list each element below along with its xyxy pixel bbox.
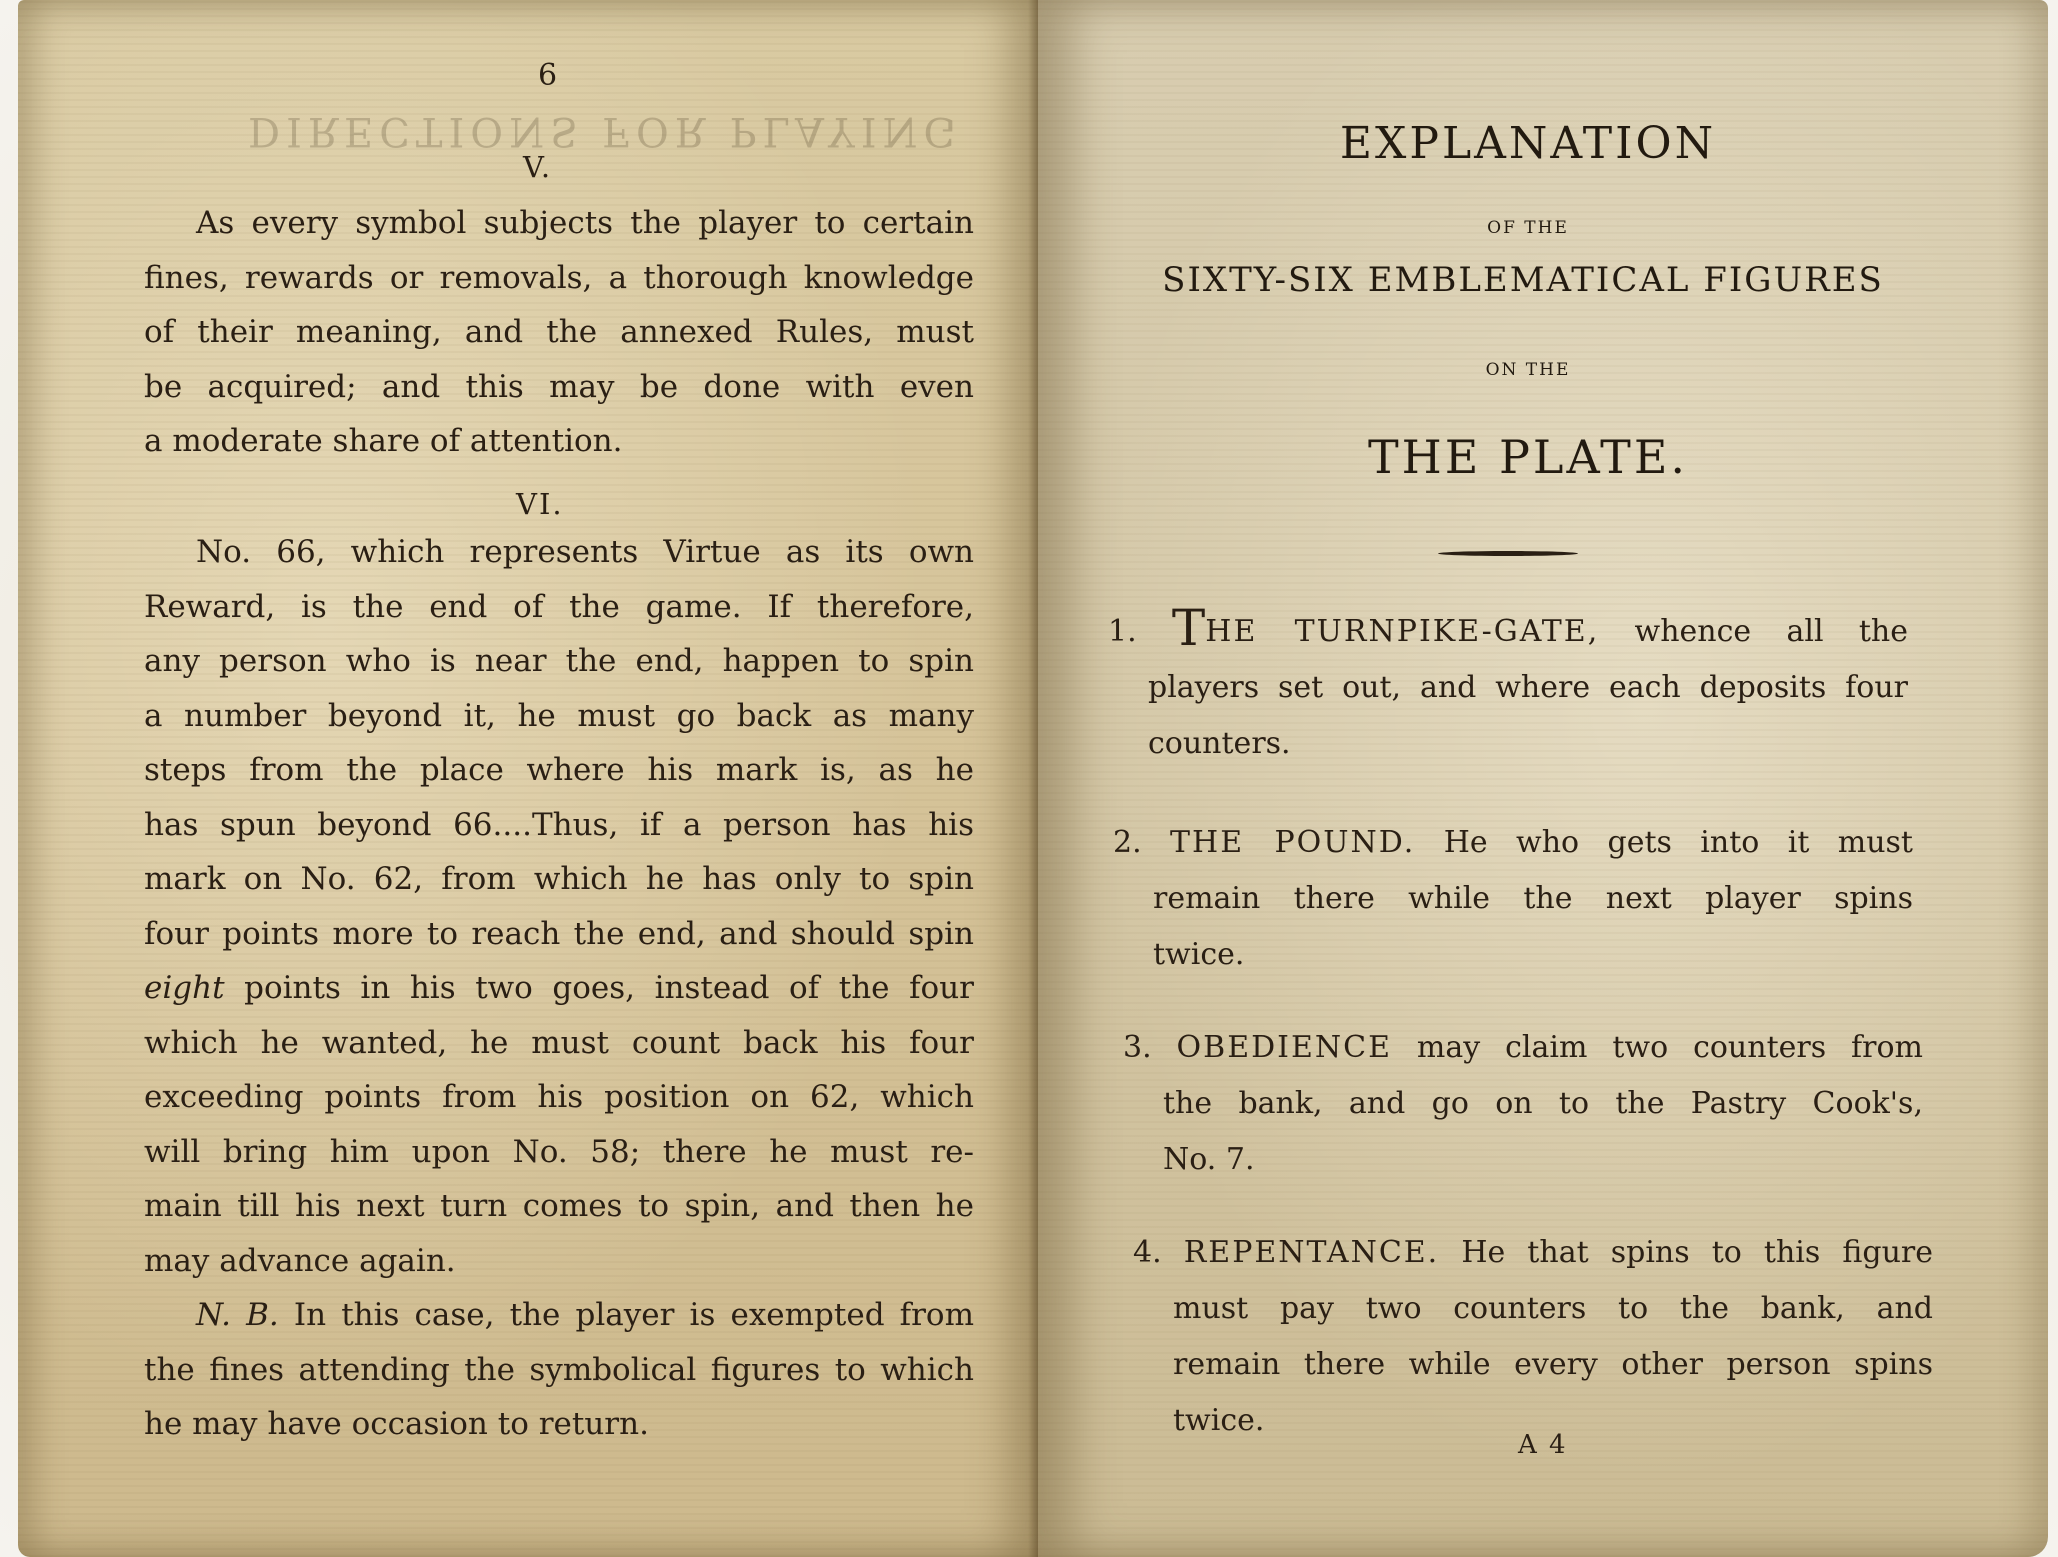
- text-line: steps from the place where his mark is, as he: [144, 752, 974, 788]
- entry-first-line: [1123, 1020, 1923, 1076]
- text-line: of their meaning, and the annexed Rules, must: [144, 314, 974, 350]
- entry-first-line: [1133, 1225, 1933, 1281]
- entry-3: [1123, 1020, 1923, 1188]
- text-fragment: whence all the: [1634, 614, 1908, 649]
- text-fragment: He who gets into it must: [1443, 825, 1913, 860]
- text-line: which he wanted, he must count back his four: [144, 1024, 974, 1061]
- text-line: be acquired; and this may be done with even: [144, 368, 974, 405]
- text-line: players set out, and where each deposits four: [1148, 670, 1908, 705]
- entry-heading: THE POUND.: [1170, 825, 1416, 860]
- text-line: may advance again.: [144, 1242, 456, 1279]
- left-page: [18, 0, 1038, 1557]
- text-line: the bank, and go on to the Pastry Cook's,: [1163, 1086, 1923, 1121]
- entry-heading: REPENTANCE.: [1183, 1235, 1440, 1270]
- paragraph-v: [144, 196, 974, 469]
- page-title: EXPLANATION: [1339, 118, 1717, 169]
- paragraph-vi: [144, 525, 974, 1452]
- text-line: he may have occasion to return.: [144, 1406, 649, 1442]
- text-line: No. 7.: [1163, 1142, 1255, 1177]
- entry-2: [1113, 815, 1913, 983]
- ornamental-rule: [1438, 551, 1578, 556]
- show-through-text: DIRECTIONS FOR PLAYING: [248, 108, 962, 154]
- text-line: counters.: [1148, 726, 1291, 761]
- entry-4: [1133, 1225, 1933, 1449]
- section-heading-v: V.: [523, 150, 553, 184]
- text-line: No. 66, which represents Virtue as its own: [196, 534, 974, 570]
- text-line: four points more to reach the end, and should spin: [144, 915, 974, 952]
- text-line-nb: [144, 1288, 974, 1343]
- section-heading-vi: VI.: [516, 487, 564, 521]
- text-line: fines, rewards or removals, a thorough knowledge: [144, 259, 974, 296]
- entry-number: 4.: [1133, 1235, 1162, 1270]
- text-line-eight: [144, 961, 974, 1016]
- text-line: exceeding points from his position on 62, which: [144, 1079, 974, 1115]
- entry-first-line: [1108, 600, 1908, 660]
- text-line: As every symbol subjects the player to certain: [196, 205, 974, 241]
- text-line: main till his next turn comes to spin, and then he: [144, 1188, 974, 1224]
- entry-heading: HE TURNPIKE-GATE,: [1205, 614, 1600, 649]
- text-line: twice.: [1153, 937, 1245, 972]
- text-line: twice.: [1173, 1403, 1265, 1438]
- drop-cap: T: [1171, 599, 1206, 657]
- text-line: any person who is near the end, happen to spin: [144, 643, 974, 679]
- text-line: must pay two counters to the bank, and: [1173, 1291, 1933, 1326]
- nb-label: N. B.: [196, 1297, 279, 1333]
- right-page: [1038, 0, 2048, 1557]
- text-line: the fines attending the symbolical figures to which: [144, 1351, 974, 1388]
- text-line: a number beyond it, he must go back as many: [144, 697, 974, 734]
- entry-first-line: [1113, 815, 1913, 871]
- page-subtitle: SIXTY-SIX EMBLEMATICAL FIGURES: [1162, 260, 1884, 300]
- page-number: 6: [538, 58, 558, 93]
- text-line: a moderate share of attention.: [144, 423, 623, 459]
- signature-mark: A 4: [1518, 1430, 1568, 1460]
- text-line: remain there while every other person spins: [1173, 1347, 1933, 1382]
- text-line: remain there while the next player spins: [1153, 881, 1913, 916]
- italic-word: eight: [144, 970, 225, 1006]
- text-line: mark on No. 62, from which he has only to spin: [144, 861, 974, 897]
- text-fragment: points in his two goes, instead of the four: [244, 970, 974, 1006]
- text-fragment: may claim two counters from: [1416, 1030, 1923, 1065]
- of-the-label: OF THE: [1487, 218, 1569, 238]
- on-the-label: ON THE: [1485, 360, 1571, 380]
- entry-heading: OBEDIENCE: [1176, 1030, 1392, 1065]
- text-line: Reward, is the end of the game. If therefore,: [144, 588, 974, 625]
- entry-1: [1108, 600, 1908, 772]
- text-fragment: He that spins to this figure: [1461, 1235, 1933, 1270]
- text-fragment: In this case, the player is exempted from: [293, 1297, 974, 1333]
- text-line: will bring him upon No. 58; there he must re-: [144, 1133, 974, 1170]
- plate-heading: THE PLATE.: [1367, 430, 1689, 484]
- entry-number: 2.: [1113, 825, 1142, 860]
- entry-number: 1.: [1108, 614, 1137, 649]
- text-line: has spun beyond 66....Thus, if a person has his: [144, 806, 974, 843]
- entry-number: 3.: [1123, 1030, 1152, 1065]
